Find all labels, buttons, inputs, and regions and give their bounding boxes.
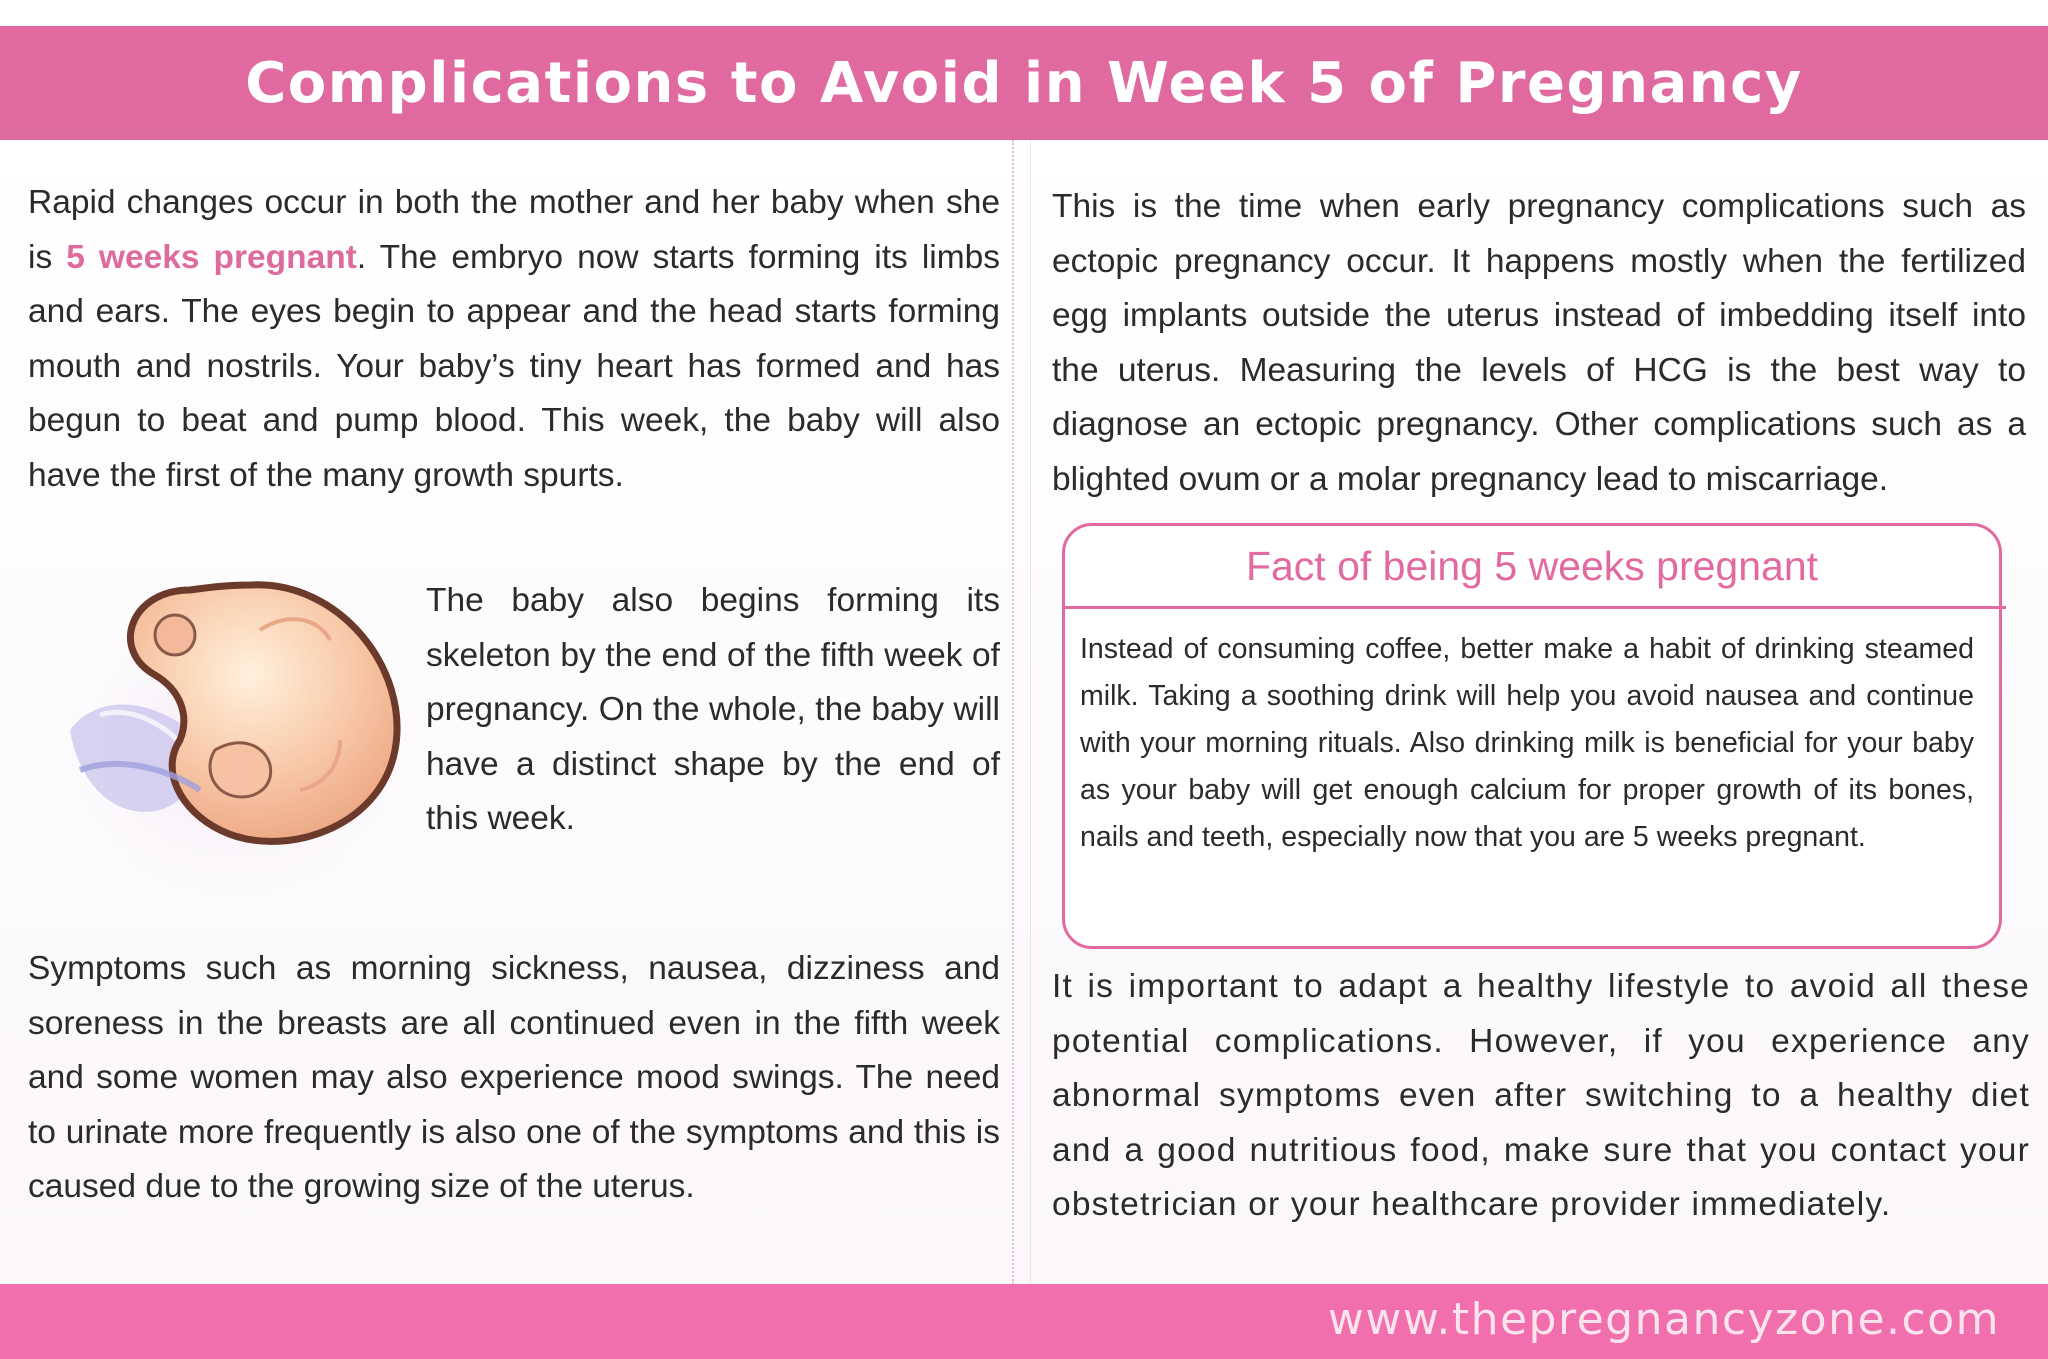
footer-website-url: www.thepregnancyzone.com xyxy=(1327,1293,2000,1345)
left-paragraph-symptoms: Symptoms such as morning sickness, nausea, dizziness and soreness in the breasts are all continued even in the fifth week and some women may also experience mood swings. The need to urinate more frequently is also one of the symptoms and this is caused due to the growing size of the uterus. xyxy=(28,950,1000,1205)
embryo-illustration xyxy=(40,540,440,900)
intro-text-start: Rapid changes occur in both the mother and her baby when she is xyxy=(28,184,1000,276)
left-paragraph-intro xyxy=(28,176,1000,503)
right-paragraph-complications: This is the time when early pregnancy complications such as ectopic pregnancy occur. It happens mostly when the fertilized egg implants outside the uterus instead of imbedding itself into the uterus. Measuring the levels of HCG is the best way to diagnose an ectopic pregnancy. Other complications such as a blighted ovum or a molar pregnancy lead to miscarriage. xyxy=(1052,188,2026,498)
column-divider xyxy=(1012,140,1014,1284)
column-divider-line xyxy=(1030,140,1031,1284)
header-banner xyxy=(0,26,2048,140)
highlight-5-weeks-pregnant: 5 weeks pregnant xyxy=(66,238,357,276)
fact-box-title: Fact of being 5 weeks pregnant xyxy=(1245,542,1819,589)
fact-box-text: Instead of consuming coffee, better make a habit of drinking steamed milk. Taking a soothing drink will help you avoid nausea and continue with your morning rituals. Also drinking milk is beneficial for your baby as your baby will get enough calcium for proper growth of its bones, nails and teeth, especially now that you are 5 weeks pregnant. xyxy=(1080,633,1974,853)
fact-box xyxy=(1062,523,2002,949)
intro-text-end: . The embryo now starts forming its limbs and ears. The eyes begin to appear and the head starts forming mouth and nostrils. Your baby’s tiny heart has formed and has begun to beat and pump blood. This week, the baby will also have the first of the many growth spurts. xyxy=(28,238,1000,494)
right-paragraph-lifestyle: It is important to adapt a healthy lifestyle to avoid all these potential complications. However, if you experience any abnormal symptoms even after switching to a healthy diet and a good nutritious food, make sure that you contact your obstetrician or your healthcare provider immediately. xyxy=(1052,968,2030,1223)
left-paragraph-skeleton: The baby also begins forming its skeleton by the end of the fifth week of pregnancy. On the whole, the baby will have a distinct shape by the end of this week. xyxy=(426,582,1000,837)
article-body xyxy=(0,140,2048,1284)
footer-bar xyxy=(0,1284,2048,1359)
fact-box-rule xyxy=(1062,606,2006,609)
page-title: Complications to Avoid in Week 5 of Pregnancy xyxy=(245,50,1803,116)
